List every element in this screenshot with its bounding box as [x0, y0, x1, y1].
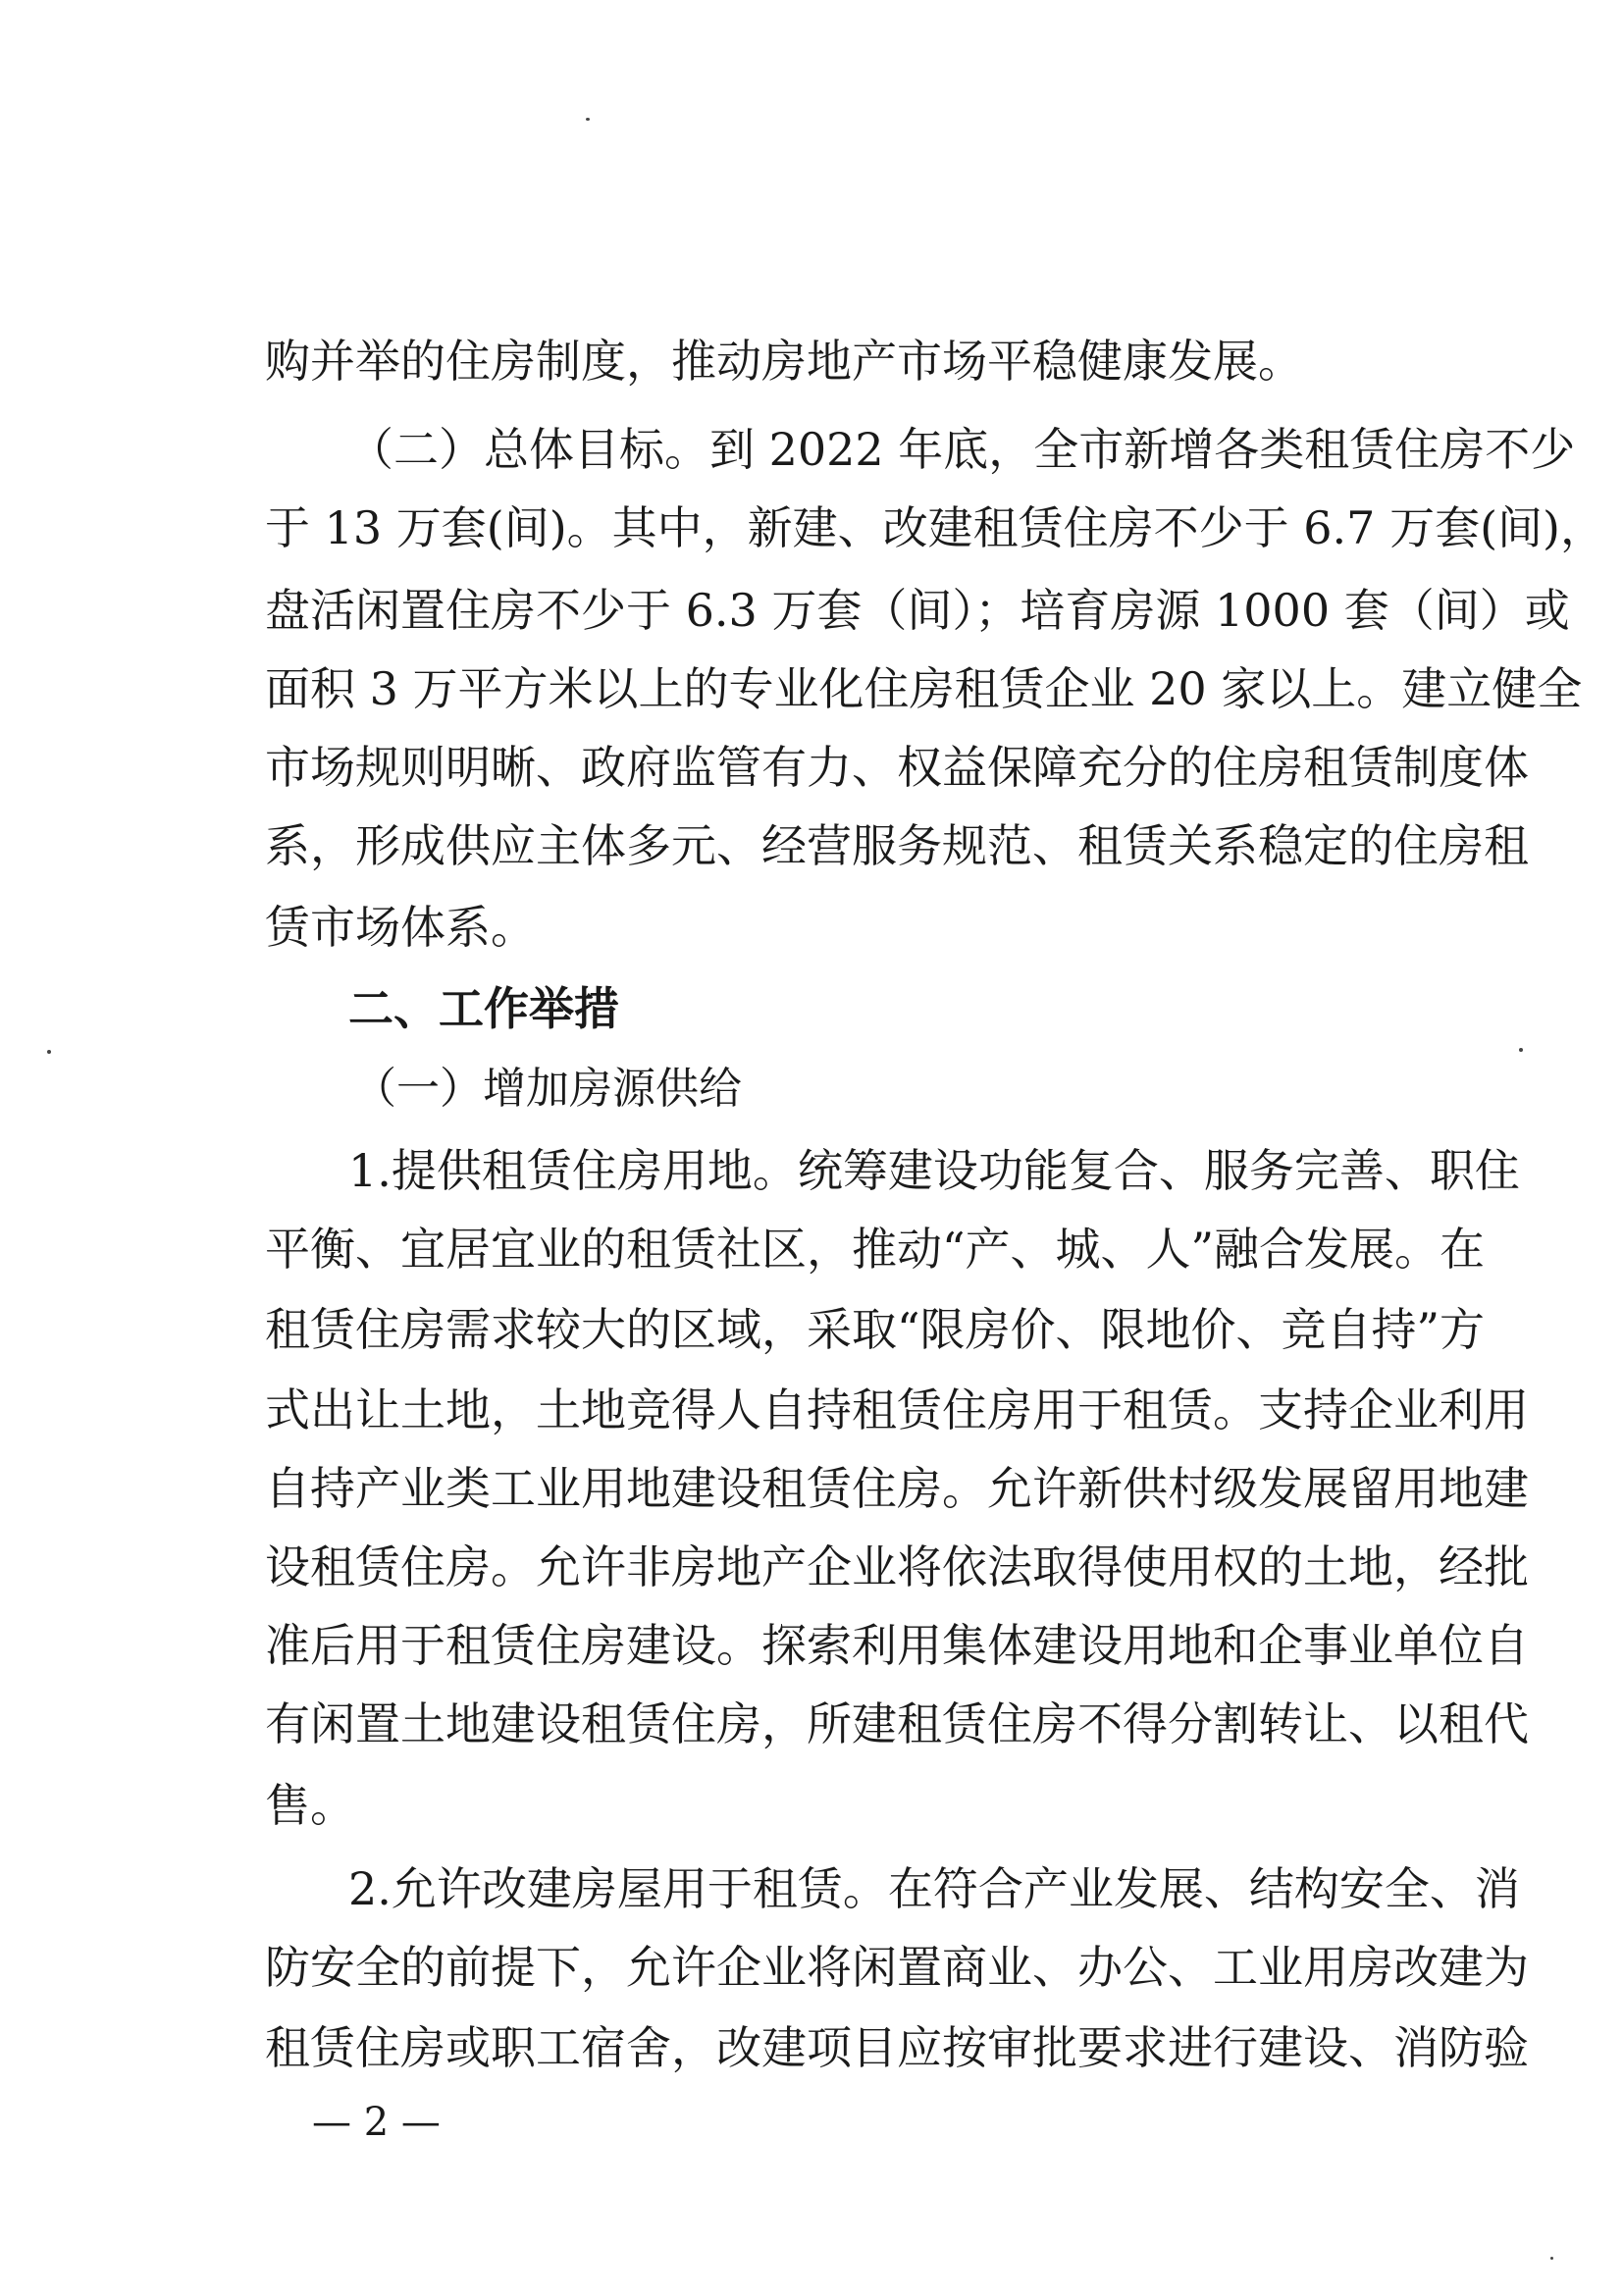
scan-speck [1550, 2257, 1553, 2260]
item1-line: 式出让土地，土地竞得人自持租赁住房用于租赁。支持企业利用 [265, 1383, 1529, 1436]
paragraph-line: （二）总体目标。到 2022 年底，全市新增各类租赁住房不少 [348, 423, 1576, 476]
item1-line: 有闲置土地建设租赁住房，所建租赁住房不得分割转让、以租代 [265, 1697, 1529, 1750]
item1-line: 自持产业类工业用地建设租赁住房。允许新供村级发展留用地建 [265, 1462, 1529, 1515]
scan-speck [47, 1050, 51, 1054]
item1-line: 设租赁住房。允许非房地产企业将依法取得使用权的土地，经批 [265, 1540, 1529, 1593]
item2-line: 租赁住房或职工宿舍，改建项目应按审批要求进行建设、消防验 [265, 2021, 1529, 2074]
item1-line: 售。 [265, 1779, 355, 1832]
section-heading: 二、工作举措 [348, 982, 619, 1035]
item1-line: 平衡、宜居宜业的租赁社区，推动“产、城、人”融合发展。在 [265, 1223, 1486, 1276]
paragraph-line: 盘活闲置住房不少于 6.3 万套（间）；培育房源 1000 套（间）或 [265, 584, 1570, 637]
item2-line: 防安全的前提下，允许企业将闲置商业、办公、工业用房改建为 [265, 1941, 1529, 1994]
page-number: — 2 — [312, 2100, 441, 2145]
item2-line: 2.允许改建房屋用于租赁。在符合产业发展、结构安全、消 [348, 1862, 1520, 1915]
paragraph-line: 购并举的住房制度，推动房地产市场平稳健康发展。 [265, 335, 1303, 388]
paragraph-line: 系，形成供应主体多元、经营服务规范、租赁关系稳定的住房租 [265, 819, 1529, 872]
item1-line: 准后用于租赁住房建设。探索利用集体建设用地和企事业单位自 [265, 1619, 1529, 1672]
paragraph-line: 于 13 万套(间)。其中，新建、改建租赁住房不少于 6.7 万套(间)， [265, 501, 1605, 554]
subsection-heading: （一）增加房源供给 [353, 1064, 742, 1114]
scan-speck [586, 118, 590, 121]
item1-line: 租赁住房需求较大的区域，采取“限房价、限地价、竞自持”方 [265, 1303, 1486, 1356]
paragraph-line: 面积 3 万平方米以上的专业化住房租赁企业 20 家以上。建立健全 [265, 662, 1583, 715]
scan-speck [1519, 1048, 1523, 1052]
item1-line: 1.提供租赁住房用地。统筹建设功能复合、服务完善、职住 [348, 1144, 1520, 1197]
paragraph-line: 市场规则明晰、政府监管有力、权益保障充分的住房租赁制度体 [265, 741, 1529, 794]
paragraph-line: 赁市场体系。 [265, 901, 536, 954]
